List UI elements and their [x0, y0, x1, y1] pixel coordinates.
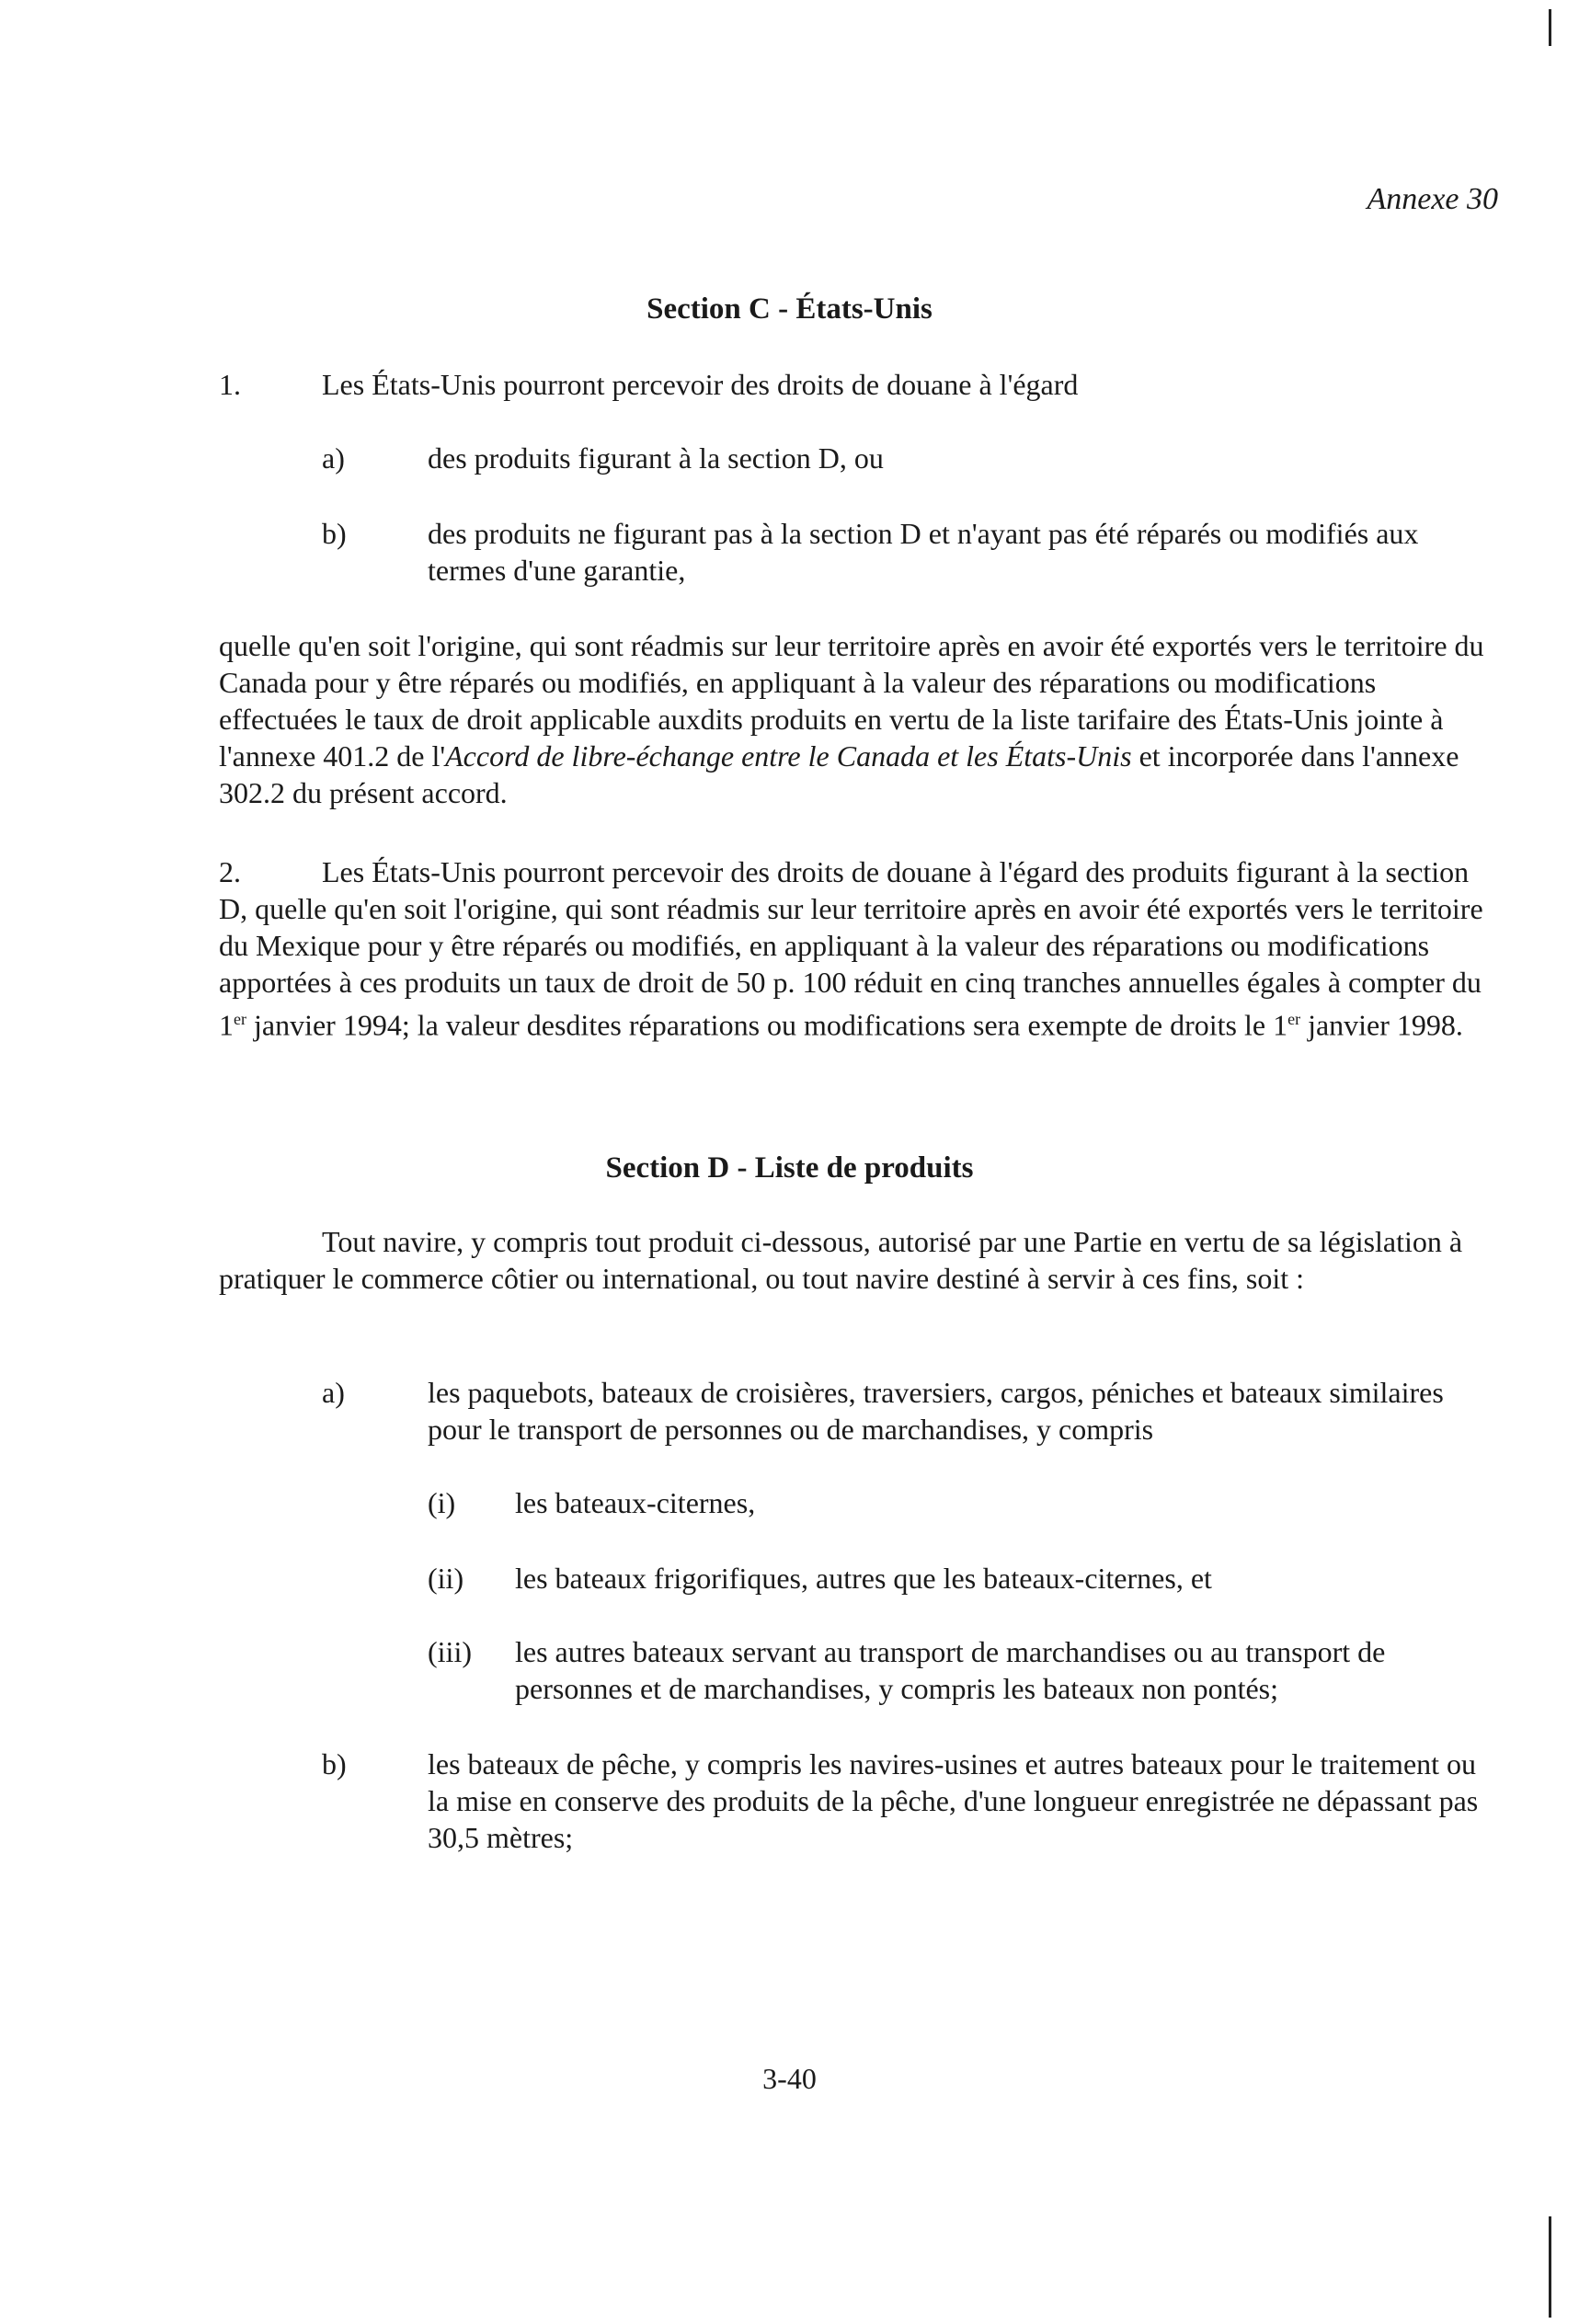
superscript-er-1: er: [234, 1010, 246, 1028]
subitem-ii-text: les bateaux frigorifiques, autres que les bateaux-citernes, et: [515, 1562, 1212, 1595]
paragraph-1-continuation-text-b: et incorporée dans l'annexe 302.2 du présent accord.: [219, 739, 1459, 809]
subitem-i-text: les bateaux-citernes,: [515, 1486, 756, 1519]
paragraph-2-text-a: Les États-Unis pourront percevoir des droits de douane à l'égard des produits figurant à la section D, quelle qu'en soit l'origine, qui sont réadmis sur leur territoire après en avoir été exportés vers le territoire du Mexique pour y être réparés ou modifiés, en appliquant à la valeur des réparations ou modifications apportées à ces produits un taux de droit de 50 p. 100 réduit en cinq tranches annuelles égales à compter du 1: [219, 855, 1483, 1042]
section-d-item-b-text: les bateaux de pêche, y compris les navires-usines et autres bateaux pour le traitement ou la mise en conserve des produits de la pêche, d'une longueur enregistrée ne dépassant pas 30,5 mètres;: [428, 1747, 1479, 1854]
superscript-er-2: er: [1287, 1010, 1301, 1028]
item-b-text: des produits ne figurant pas à la section D et n'ayant pas été réparés ou modifiés aux termes d'une garantie,: [428, 517, 1419, 587]
section-d-item-a-label: a): [322, 1376, 345, 1409]
annex-header: Annexe 30: [1367, 182, 1498, 216]
subitem-ii-label: (ii): [428, 1562, 464, 1595]
scan-edge-mark-top: [1549, 9, 1551, 46]
section-d-intro: Tout navire, y compris tout produit ci-dessous, autorisé par une Partie en vertu de sa législation à pratiquer le commerce côtier ou international, ou tout navire destiné à servir à ces fins, soit :: [219, 1225, 1463, 1295]
page-number: 3-40: [762, 2062, 817, 2095]
paragraph-2: [219, 853, 1488, 1044]
paragraph-1-continuation: [219, 627, 1488, 811]
scan-edge-mark-bottom: [1549, 2216, 1551, 2318]
section-c-title: Section C - États-Unis: [646, 292, 933, 326]
agreement-title: Accord de libre-échange entre le Canada et les États-Unis: [445, 739, 1132, 773]
item-a-text: des produits figurant à la section D, ou: [428, 441, 884, 475]
section-d-item-b-label: b): [322, 1747, 347, 1780]
paragraph-1-continuation-text-a: quelle qu'en soit l'origine, qui sont réadmis sur leur territoire après en avoir été exportés vers le territoire du Canada pour y être réparés ou modifiés, en appliquant à la valeur des réparations ou modifications effectuées le taux de droit applicable auxdits produits en vertu de la liste tarifaire des États-Unis jointe à l'annexe 401.2 de l': [219, 629, 1484, 773]
section-d-title: Section D - Liste de produits: [605, 1151, 974, 1185]
paragraph-1-intro: Les États-Unis pourront percevoir des droits de douane à l'égard: [322, 368, 1079, 401]
paragraph-2-text-b: janvier 1994; la valeur desdites réparations ou modifications sera exempte de droits le 1: [246, 1008, 1288, 1042]
item-b-label: b): [322, 517, 347, 550]
section-d-item-a-text: les paquebots, bateaux de croisières, traversiers, cargos, péniches et bateaux similaires pour le transport de personnes ou de marchandises, y compris: [428, 1376, 1444, 1446]
subitem-i-label: (i): [428, 1486, 456, 1519]
paragraph-2-text-c: janvier 1998.: [1300, 1008, 1463, 1042]
subitem-iii-text: les autres bateaux servant au transport de marchandises ou au transport de personnes et de marchandises, y compris les bateaux non pontés;: [515, 1635, 1386, 1705]
subitem-iii-label: (iii): [428, 1635, 472, 1668]
paragraph-1-number: 1.: [219, 368, 241, 401]
item-a-label: a): [322, 441, 345, 475]
paragraph-2-number: 2.: [219, 855, 241, 888]
